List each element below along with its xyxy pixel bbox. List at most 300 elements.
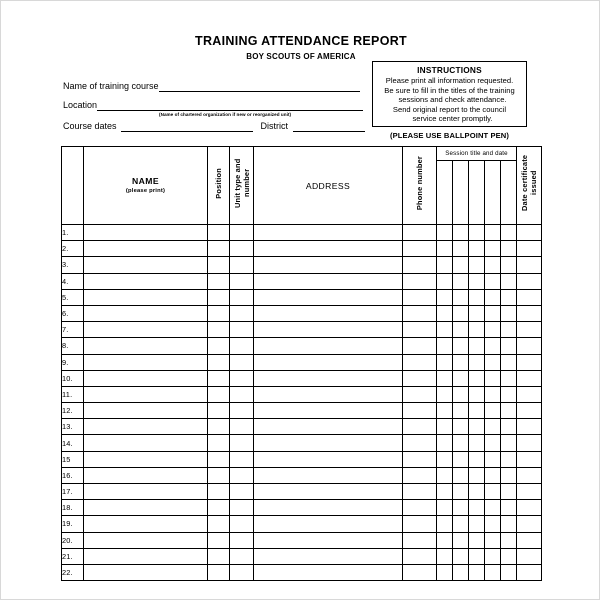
row-phone-cell[interactable]	[403, 564, 437, 580]
header-row-number	[62, 147, 84, 225]
instructions-line-3: sessions and check attendance.	[398, 95, 507, 105]
row-session-4-cell[interactable]	[485, 435, 501, 451]
row-session-4-cell[interactable]	[485, 225, 501, 241]
row-address-cell[interactable]	[254, 257, 403, 273]
row-session-5-cell[interactable]	[501, 548, 517, 564]
header-session-col-1	[437, 161, 453, 225]
row-session-2-cell[interactable]	[453, 532, 469, 548]
row-position-cell[interactable]	[208, 257, 230, 273]
row-address-cell[interactable]	[254, 354, 403, 370]
row-session-5-cell[interactable]	[501, 500, 517, 516]
row-phone-cell[interactable]	[403, 354, 437, 370]
row-phone-cell[interactable]	[403, 322, 437, 338]
row-date-certificate-cell[interactable]	[517, 451, 542, 467]
row-unit-type-cell[interactable]	[230, 241, 254, 257]
row-date-certificate-cell[interactable]	[517, 257, 542, 273]
row-unit-type-cell[interactable]	[230, 370, 254, 386]
row-phone-cell[interactable]	[403, 273, 437, 289]
row-session-5-cell[interactable]	[501, 257, 517, 273]
row-address-cell[interactable]	[254, 289, 403, 305]
row-session-3-cell[interactable]	[469, 500, 485, 516]
row-date-certificate-cell[interactable]	[517, 305, 542, 321]
row-session-2-cell[interactable]	[453, 451, 469, 467]
row-address-cell[interactable]	[254, 500, 403, 516]
row-phone-cell[interactable]	[403, 500, 437, 516]
course-dates-field-row	[63, 121, 365, 132]
table-row	[62, 564, 542, 580]
table-row	[62, 241, 542, 257]
row-session-1-cell[interactable]	[437, 257, 453, 273]
row-date-certificate-cell[interactable]	[517, 386, 542, 402]
row-unit-type-cell[interactable]	[230, 257, 254, 273]
row-session-4-cell[interactable]	[485, 403, 501, 419]
row-session-2-cell[interactable]	[453, 484, 469, 500]
row-phone-cell[interactable]	[403, 257, 437, 273]
row-session-2-cell[interactable]	[453, 322, 469, 338]
row-session-2-cell[interactable]	[453, 241, 469, 257]
row-phone-cell[interactable]	[403, 435, 437, 451]
row-session-2-cell[interactable]	[453, 273, 469, 289]
row-unit-type-cell[interactable]	[230, 435, 254, 451]
row-unit-type-cell[interactable]	[230, 548, 254, 564]
row-session-2-cell[interactable]	[453, 257, 469, 273]
row-position-cell[interactable]	[208, 467, 230, 483]
row-name-cell[interactable]	[84, 354, 208, 370]
row-position-cell[interactable]	[208, 225, 230, 241]
row-unit-type-cell[interactable]	[230, 484, 254, 500]
attendance-table-wrapper	[61, 146, 541, 581]
page-title: TRAINING ATTENDANCE REPORT	[195, 34, 407, 48]
row-session-2-cell[interactable]	[453, 419, 469, 435]
row-unit-type-cell[interactable]	[230, 273, 254, 289]
row-date-certificate-cell[interactable]	[517, 370, 542, 386]
header-unit-type	[230, 147, 254, 225]
row-unit-type-cell[interactable]	[230, 500, 254, 516]
row-session-4-cell[interactable]	[485, 386, 501, 402]
row-date-certificate-cell[interactable]	[517, 484, 542, 500]
row-date-certificate-cell[interactable]	[517, 516, 542, 532]
row-session-5-cell[interactable]	[501, 564, 517, 580]
row-session-3-cell[interactable]	[469, 225, 485, 241]
row-session-1-cell[interactable]	[437, 289, 453, 305]
row-number: 3.	[62, 257, 84, 273]
row-phone-cell[interactable]	[403, 289, 437, 305]
row-name-cell[interactable]	[84, 289, 208, 305]
row-session-1-cell[interactable]	[437, 403, 453, 419]
table-row	[62, 370, 542, 386]
row-name-cell[interactable]	[84, 225, 208, 241]
row-session-3-cell[interactable]	[469, 403, 485, 419]
row-date-certificate-cell[interactable]	[517, 500, 542, 516]
row-address-cell[interactable]	[254, 403, 403, 419]
row-number: 22.	[62, 564, 84, 580]
row-address-cell[interactable]	[254, 225, 403, 241]
row-date-certificate-cell[interactable]	[517, 467, 542, 483]
row-session-4-cell[interactable]	[485, 564, 501, 580]
row-address-cell[interactable]	[254, 467, 403, 483]
row-position-cell[interactable]	[208, 370, 230, 386]
row-session-1-cell[interactable]	[437, 273, 453, 289]
row-session-5-cell[interactable]	[501, 289, 517, 305]
row-session-2-cell[interactable]	[453, 289, 469, 305]
row-name-cell[interactable]	[84, 273, 208, 289]
row-unit-type-cell[interactable]	[230, 305, 254, 321]
row-session-4-cell[interactable]	[485, 273, 501, 289]
row-session-1-cell[interactable]	[437, 322, 453, 338]
row-unit-type-cell[interactable]	[230, 225, 254, 241]
instructions-line-5: service center promptly.	[412, 114, 493, 124]
course-dates-input[interactable]	[121, 121, 253, 132]
row-session-4-cell[interactable]	[485, 532, 501, 548]
row-address-cell[interactable]	[254, 338, 403, 354]
row-session-4-cell[interactable]	[485, 305, 501, 321]
row-phone-cell[interactable]	[403, 548, 437, 564]
row-date-certificate-cell[interactable]	[517, 532, 542, 548]
row-address-cell[interactable]	[254, 241, 403, 257]
row-address-cell[interactable]	[254, 564, 403, 580]
instructions-line-1: Please print all information requested.	[385, 76, 514, 85]
row-date-certificate-cell[interactable]	[517, 564, 542, 580]
row-phone-cell[interactable]	[403, 370, 437, 386]
row-session-5-cell[interactable]	[501, 225, 517, 241]
row-session-3-cell[interactable]	[469, 451, 485, 467]
row-session-3-cell[interactable]	[469, 435, 485, 451]
row-number: 15	[62, 451, 84, 467]
row-session-3-cell[interactable]	[469, 354, 485, 370]
row-session-2-cell[interactable]	[453, 403, 469, 419]
row-session-1-cell[interactable]	[437, 419, 453, 435]
row-phone-cell[interactable]	[403, 467, 437, 483]
row-session-4-cell[interactable]	[485, 370, 501, 386]
row-phone-cell[interactable]	[403, 403, 437, 419]
row-position-cell[interactable]	[208, 273, 230, 289]
row-position-cell[interactable]	[208, 289, 230, 305]
row-position-cell[interactable]	[208, 386, 230, 402]
row-position-cell[interactable]	[208, 338, 230, 354]
row-name-cell[interactable]	[84, 338, 208, 354]
row-unit-type-cell[interactable]	[230, 338, 254, 354]
row-number: 12.	[62, 403, 84, 419]
table-row	[62, 548, 542, 564]
row-position-cell[interactable]	[208, 354, 230, 370]
row-name-cell[interactable]	[84, 386, 208, 402]
table-row	[62, 419, 542, 435]
row-session-2-cell[interactable]	[453, 435, 469, 451]
row-phone-cell[interactable]	[403, 532, 437, 548]
row-phone-cell[interactable]	[403, 516, 437, 532]
row-address-cell[interactable]	[254, 273, 403, 289]
row-phone-cell[interactable]	[403, 419, 437, 435]
row-session-2-cell[interactable]	[453, 516, 469, 532]
row-date-certificate-cell[interactable]	[517, 354, 542, 370]
row-session-3-cell[interactable]	[469, 564, 485, 580]
row-number: 17.	[62, 484, 84, 500]
row-name-cell[interactable]	[84, 305, 208, 321]
row-session-2-cell[interactable]	[453, 548, 469, 564]
row-number: 16.	[62, 467, 84, 483]
header-name	[84, 147, 208, 225]
row-session-3-cell[interactable]	[469, 386, 485, 402]
row-position-cell[interactable]	[208, 322, 230, 338]
row-unit-type-cell[interactable]	[230, 386, 254, 402]
row-unit-type-cell[interactable]	[230, 532, 254, 548]
row-address-cell[interactable]	[254, 548, 403, 564]
row-phone-cell[interactable]	[403, 305, 437, 321]
row-number: 2.	[62, 241, 84, 257]
row-session-1-cell[interactable]	[437, 451, 453, 467]
row-session-3-cell[interactable]	[469, 322, 485, 338]
district-input[interactable]	[293, 121, 365, 132]
table-row	[62, 305, 542, 321]
row-session-1-cell[interactable]	[437, 241, 453, 257]
row-session-5-cell[interactable]	[501, 532, 517, 548]
table-row	[62, 516, 542, 532]
header-session-col-5	[501, 161, 517, 225]
row-session-2-cell[interactable]	[453, 338, 469, 354]
row-position-cell[interactable]	[208, 516, 230, 532]
row-session-3-cell[interactable]	[469, 548, 485, 564]
row-session-5-cell[interactable]	[501, 467, 517, 483]
row-session-4-cell[interactable]	[485, 241, 501, 257]
row-session-4-cell[interactable]	[485, 354, 501, 370]
row-session-4-cell[interactable]	[485, 419, 501, 435]
row-session-2-cell[interactable]	[453, 370, 469, 386]
location-label: Location	[63, 100, 98, 110]
row-number: 5.	[62, 289, 84, 305]
row-session-5-cell[interactable]	[501, 516, 517, 532]
row-session-5-cell[interactable]	[501, 386, 517, 402]
row-phone-cell[interactable]	[403, 386, 437, 402]
row-session-3-cell[interactable]	[469, 289, 485, 305]
row-phone-cell[interactable]	[403, 451, 437, 467]
row-unit-type-cell[interactable]	[230, 289, 254, 305]
row-position-cell[interactable]	[208, 241, 230, 257]
row-number: 10.	[62, 370, 84, 386]
row-position-cell[interactable]	[208, 451, 230, 467]
row-position-cell[interactable]	[208, 403, 230, 419]
row-phone-cell[interactable]	[403, 225, 437, 241]
row-position-cell[interactable]	[208, 564, 230, 580]
row-unit-type-cell[interactable]	[230, 419, 254, 435]
row-phone-cell[interactable]	[403, 241, 437, 257]
row-position-cell[interactable]	[208, 435, 230, 451]
row-unit-type-cell[interactable]	[230, 354, 254, 370]
instructions-line-2: Be sure to fill in the titles of the training	[384, 85, 515, 95]
row-session-2-cell[interactable]	[453, 467, 469, 483]
row-session-1-cell[interactable]	[437, 370, 453, 386]
row-date-certificate-cell[interactable]	[517, 548, 542, 564]
row-session-5-cell[interactable]	[501, 435, 517, 451]
row-date-certificate-cell[interactable]	[517, 403, 542, 419]
row-name-cell[interactable]	[84, 419, 208, 435]
row-session-3-cell[interactable]	[469, 257, 485, 273]
table-row	[62, 273, 542, 289]
row-name-cell[interactable]	[84, 548, 208, 564]
row-name-cell[interactable]	[84, 435, 208, 451]
row-session-1-cell[interactable]	[437, 386, 453, 402]
row-date-certificate-cell[interactable]	[517, 322, 542, 338]
location-input[interactable]	[97, 100, 363, 111]
row-session-1-cell[interactable]	[437, 338, 453, 354]
row-address-cell[interactable]	[254, 484, 403, 500]
row-name-cell[interactable]	[84, 500, 208, 516]
row-session-4-cell[interactable]	[485, 338, 501, 354]
row-address-cell[interactable]	[254, 419, 403, 435]
row-date-certificate-cell[interactable]	[517, 289, 542, 305]
header-phone-label: Phone number	[415, 155, 424, 211]
row-date-certificate-cell[interactable]	[517, 435, 542, 451]
row-number: 14.	[62, 435, 84, 451]
row-session-5-cell[interactable]	[501, 305, 517, 321]
row-name-cell[interactable]	[84, 467, 208, 483]
row-session-1-cell[interactable]	[437, 516, 453, 532]
header-session-col-2	[453, 161, 469, 225]
row-session-1-cell[interactable]	[437, 484, 453, 500]
row-session-2-cell[interactable]	[453, 500, 469, 516]
row-position-cell[interactable]	[208, 484, 230, 500]
row-address-cell[interactable]	[254, 516, 403, 532]
row-session-1-cell[interactable]	[437, 548, 453, 564]
course-name-input[interactable]	[159, 81, 360, 92]
table-row	[62, 500, 542, 516]
row-address-cell[interactable]	[254, 370, 403, 386]
row-session-2-cell[interactable]	[453, 354, 469, 370]
row-session-3-cell[interactable]	[469, 370, 485, 386]
row-name-cell[interactable]	[84, 516, 208, 532]
row-phone-cell[interactable]	[403, 338, 437, 354]
table-row	[62, 338, 542, 354]
location-caption: (Name of chartered organization if new or reorganized unit)	[159, 112, 292, 117]
row-session-3-cell[interactable]	[469, 532, 485, 548]
header-date-certificate	[517, 147, 542, 225]
row-session-4-cell[interactable]	[485, 484, 501, 500]
row-unit-type-cell[interactable]	[230, 564, 254, 580]
row-session-3-cell[interactable]	[469, 484, 485, 500]
row-session-5-cell[interactable]	[501, 419, 517, 435]
row-session-5-cell[interactable]	[501, 403, 517, 419]
row-session-1-cell[interactable]	[437, 564, 453, 580]
instructions-heading: INSTRUCTIONS	[417, 65, 482, 75]
row-session-5-cell[interactable]	[501, 354, 517, 370]
attendance-table	[61, 146, 542, 581]
header-position	[208, 147, 230, 225]
row-session-2-cell[interactable]	[453, 564, 469, 580]
row-session-5-cell[interactable]	[501, 241, 517, 257]
header-session-group: Session title and date	[437, 147, 517, 161]
row-session-5-cell[interactable]	[501, 370, 517, 386]
row-session-1-cell[interactable]	[437, 305, 453, 321]
row-session-4-cell[interactable]	[485, 516, 501, 532]
row-address-cell[interactable]	[254, 435, 403, 451]
row-address-cell[interactable]	[254, 532, 403, 548]
row-session-3-cell[interactable]	[469, 419, 485, 435]
course-name-label: Name of training course	[63, 81, 159, 91]
row-session-3-cell[interactable]	[469, 338, 485, 354]
row-session-3-cell[interactable]	[469, 516, 485, 532]
row-name-cell[interactable]	[84, 257, 208, 273]
row-session-4-cell[interactable]	[485, 322, 501, 338]
row-date-certificate-cell[interactable]	[517, 225, 542, 241]
row-session-4-cell[interactable]	[485, 500, 501, 516]
row-session-3-cell[interactable]	[469, 273, 485, 289]
row-date-certificate-cell[interactable]	[517, 273, 542, 289]
row-date-certificate-cell[interactable]	[517, 419, 542, 435]
row-name-cell[interactable]	[84, 322, 208, 338]
row-position-cell[interactable]	[208, 419, 230, 435]
row-unit-type-cell[interactable]	[230, 451, 254, 467]
row-name-cell[interactable]	[84, 370, 208, 386]
row-session-1-cell[interactable]	[437, 435, 453, 451]
row-position-cell[interactable]	[208, 548, 230, 564]
row-name-cell[interactable]	[84, 532, 208, 548]
row-name-cell[interactable]	[84, 564, 208, 580]
row-session-1-cell[interactable]	[437, 532, 453, 548]
row-session-5-cell[interactable]	[501, 451, 517, 467]
row-session-3-cell[interactable]	[469, 467, 485, 483]
location-field-row	[63, 100, 363, 111]
row-number: 4.	[62, 273, 84, 289]
row-position-cell[interactable]	[208, 305, 230, 321]
row-number: 9.	[62, 354, 84, 370]
row-name-cell[interactable]	[84, 451, 208, 467]
row-unit-type-cell[interactable]	[230, 322, 254, 338]
row-session-1-cell[interactable]	[437, 467, 453, 483]
row-number: 18.	[62, 500, 84, 516]
row-number: 6.	[62, 305, 84, 321]
row-position-cell[interactable]	[208, 532, 230, 548]
row-phone-cell[interactable]	[403, 484, 437, 500]
row-session-5-cell[interactable]	[501, 322, 517, 338]
header-address: ADDRESS	[254, 147, 403, 225]
row-date-certificate-cell[interactable]	[517, 338, 542, 354]
row-session-4-cell[interactable]	[485, 467, 501, 483]
row-session-4-cell[interactable]	[485, 451, 501, 467]
row-session-4-cell[interactable]	[485, 289, 501, 305]
header-name-main: NAME	[132, 175, 159, 186]
row-address-cell[interactable]	[254, 451, 403, 467]
row-unit-type-cell[interactable]	[230, 516, 254, 532]
row-session-5-cell[interactable]	[501, 273, 517, 289]
header-session-col-3	[469, 161, 485, 225]
row-address-cell[interactable]	[254, 305, 403, 321]
row-unit-type-cell[interactable]	[230, 403, 254, 419]
row-name-cell[interactable]	[84, 241, 208, 257]
row-name-cell[interactable]	[84, 484, 208, 500]
row-session-3-cell[interactable]	[469, 305, 485, 321]
row-session-1-cell[interactable]	[437, 354, 453, 370]
row-address-cell[interactable]	[254, 322, 403, 338]
row-number: 8.	[62, 338, 84, 354]
row-session-2-cell[interactable]	[453, 386, 469, 402]
row-session-5-cell[interactable]	[501, 338, 517, 354]
row-session-4-cell[interactable]	[485, 548, 501, 564]
ballpoint-pen-note: (PLEASE USE BALLPOINT PEN)	[389, 131, 510, 140]
row-session-2-cell[interactable]	[453, 305, 469, 321]
row-session-4-cell[interactable]	[485, 257, 501, 273]
row-session-5-cell[interactable]	[501, 484, 517, 500]
row-position-cell[interactable]	[208, 500, 230, 516]
row-date-certificate-cell[interactable]	[517, 241, 542, 257]
row-name-cell[interactable]	[84, 403, 208, 419]
instructions-box	[372, 61, 527, 127]
row-session-1-cell[interactable]	[437, 500, 453, 516]
row-unit-type-cell[interactable]	[230, 467, 254, 483]
row-session-2-cell[interactable]	[453, 225, 469, 241]
header-name-sub: (please print)	[125, 187, 166, 194]
row-session-1-cell[interactable]	[437, 225, 453, 241]
row-session-3-cell[interactable]	[469, 241, 485, 257]
row-address-cell[interactable]	[254, 386, 403, 402]
